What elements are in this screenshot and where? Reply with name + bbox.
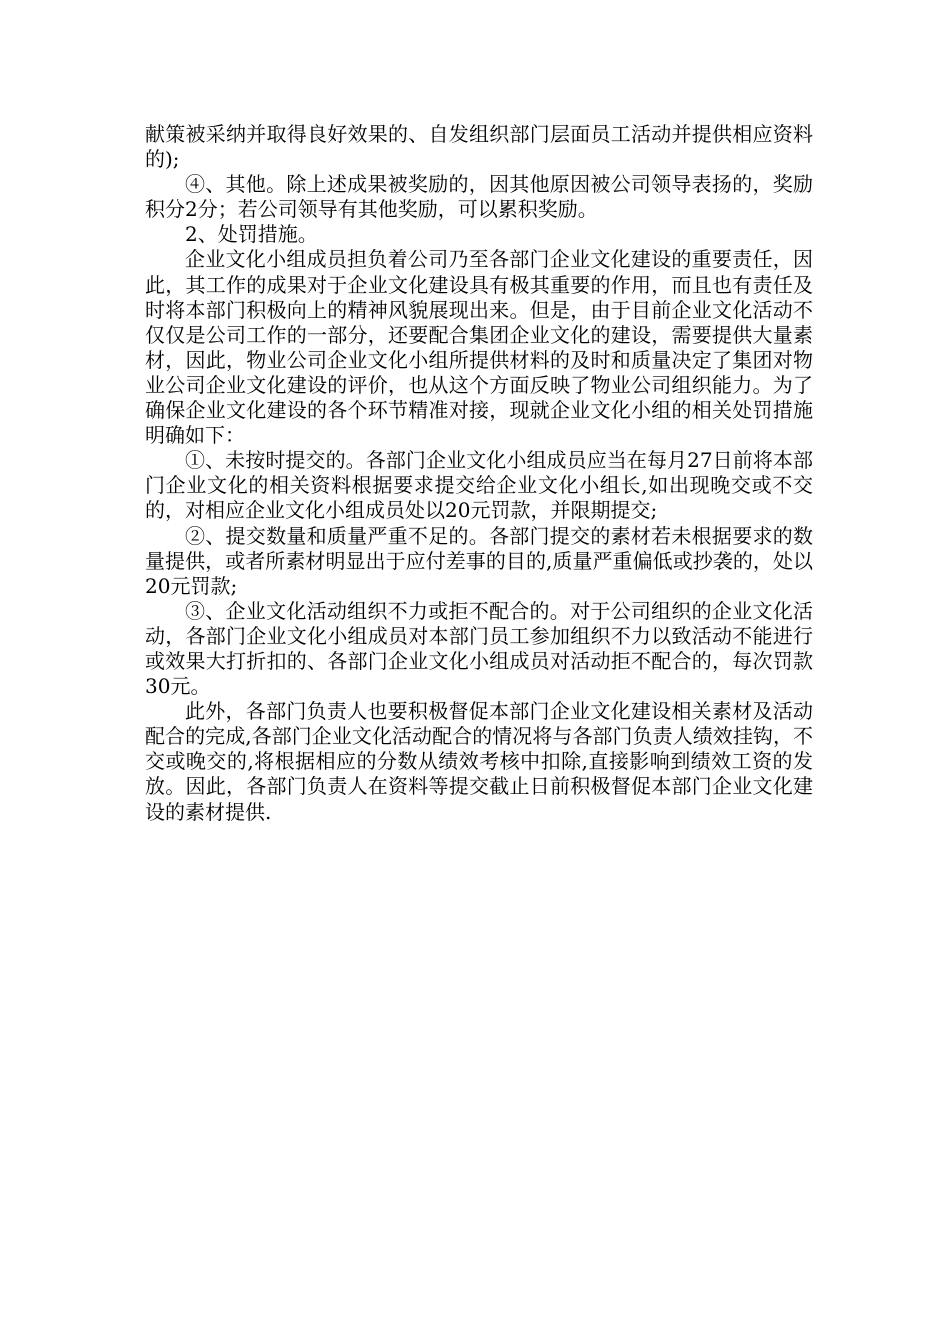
paragraph-penalty-intro: 企业文化小组成员担负着公司乃至各部门企业文化建设的重要责任，因此，其工作的成果对于企业文化建设具有极其重要的作用，而且也有责任及时将本部门积极向上的精神风貌展现出来。但是，由于目前企业文化活动不仅仅是公司工作的一部分，还要配合集团企业文化的建设，需要提供大量素材，因此，物业公司企业文化小组所提供材料的及时和质量决定了集团对物业公司企业文化建设的评价，也从这个方面反映了物业公司组织能力。为了确保企业文化建设的各个环节精准对接，现就企业文化小组的相关处罚措施明确如下：	[145, 247, 813, 448]
paragraph-penalty-quality: ②、提交数量和质量严重不足的。各部门提交的素材若未根据要求的数量提供，或者所素材明显出于应付差事的目的,质量严重偏低或抄袭的，处以20元罚款;	[145, 523, 813, 598]
paragraph-penalty-late: ①、未按时提交的。各部门企业文化小组成员应当在每月27日前将本部门企业文化的相关资料根据要求提交给企业文化小组长,如出现晚交或不交的，对相应企业文化小组成员处以20元罚款，并限期提交;	[145, 448, 813, 523]
document-body	[145, 122, 813, 825]
paragraph-department-heads: 此外，各部门负责人也要积极督促本部门企业文化建设相关素材及活动配合的完成,各部门企业文化活动配合的情况将与各部门负责人绩效挂钩，不交或晚交的,将根据相应的分数从绩效考核中扣除,直接影响到绩效工资的发放。因此，各部门负责人在资料等提交截止日前积极督促本部门企业文化建设的素材提供.	[145, 699, 813, 824]
paragraph-reward-other: ④、其他。除上述成果被奖励的，因其他原因被公司领导表扬的，奖励积分2分；若公司领导有其他奖励，可以累积奖励。	[145, 172, 813, 222]
paragraph-penalty-activity: ③、企业文化活动组织不力或拒不配合的。对于公司组织的企业文化活动，各部门企业文化小组成员对本部门员工参加组织不力以致活动不能进行或效果大打折扣的、各部门企业文化小组成员对活动拒不配合的，每次罚款30元。	[145, 598, 813, 699]
paragraph-continuation: 献策被采纳并取得良好效果的、自发组织部门层面员工活动并提供相应资料的);	[145, 122, 813, 172]
section-heading-penalty: 2、处罚措施。	[185, 222, 318, 247]
